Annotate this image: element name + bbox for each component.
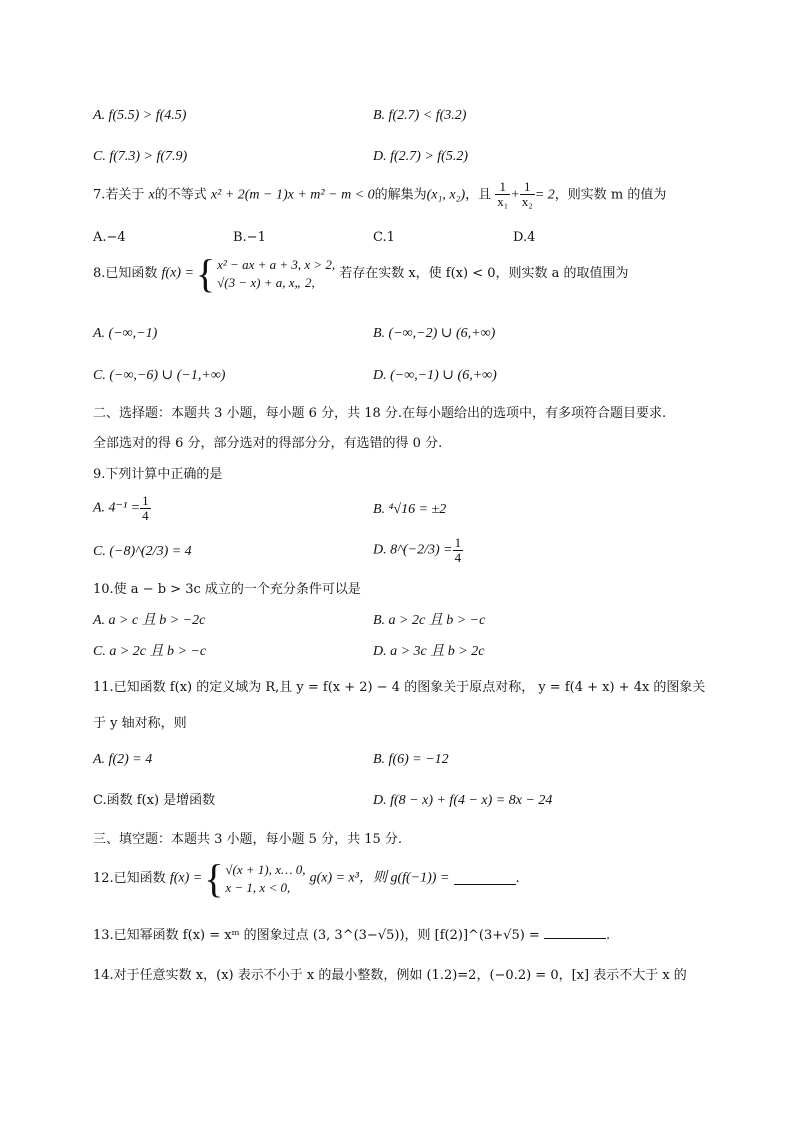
q7-frac2-den: x₂ [521,194,533,210]
q8-piece-1: x² − ax + a + 3, x > 2, [217,257,336,273]
q13-stem [93,928,610,944]
q6-option-a: A. f(5.5) > f(4.5) [93,108,187,123]
q10-option-c: C. a > 2c 且 b > −c [93,644,207,659]
q7-option-b: B.−1 [233,230,266,245]
q6-option-d: D. f(2.7) > f(5.2) [373,149,468,164]
q11-stem-line1: 11.已知函数 f(x) 的定义域为 R,且 y = f(x + 2) − 4 的图象关于原点对称， y = f(4 + x) + 4x 的图象关 [93,680,706,695]
q8-piece-2: √(3 − x) + a, x„ 2, [217,275,315,290]
q14-stem: 14.对于任意实数 x，(x) 表示不小于 x 的最小整数，例如 (1.2)=2，(−0.2) = 0，[x] 表示不大于 x 的 [93,968,687,983]
q8-text-end: 若存在实数 x，使 f(x) < 0，则实数 a 的取值围为 [339,266,629,282]
q13-period: . [605,928,611,943]
q8-fx: f(x) = [161,265,194,281]
q11-option-d: D. f(8 − x) + f(4 − x) = 8x − 24 [373,793,553,808]
q7-plus: + [510,187,520,203]
q9-option-c: C. (−8)^(2/3) = 4 [93,544,192,559]
q11-option-b: B. f(6) = −12 [373,752,449,767]
q7-var-x: x [148,187,155,203]
q12-piece-2: x − 1, x < 0, [225,880,291,895]
q9-d-den: 4 [454,550,462,566]
q7-inequality: x² + 2(m − 1)x + m² − m < 0 [210,187,375,203]
q12-fx: f(x) = [169,870,203,886]
q8-option-b: B. (−∞,−2) ∪ (6,+∞) [373,326,496,341]
q7-eq: = 2 [534,187,555,203]
q7-text-end: ，则实数 m 的值为 [554,187,667,203]
q12-piece-1: √(x + 1), x… 0, [225,862,306,878]
q9-d-fraction [453,536,464,566]
q12-pieces [225,861,305,896]
q7-stem [93,180,666,210]
q7-set: (x₁, x₂) [426,187,466,203]
q11-option-a: A. f(2) = 4 [93,752,153,767]
section2-line2: 全部选对的得 6 分，部分选对的得部分分，有选错的得 0 分. [93,436,443,451]
q8-pieces [217,256,335,291]
q9-d-num: 1 [454,535,462,550]
q6-option-c: C. f(7.3) > f(7.9) [93,149,188,164]
q10-option-a: A. a > c 且 b > −2c [93,613,206,628]
q7-text-set: 的解集为 [374,187,427,203]
q7-option-a: A.−4 [93,230,126,245]
q9-d-pre: D. 8^(−2/3) = [373,542,453,558]
section2-line1: 二、选择题：本题共 3 小题，每小题 6 分，共 18 分.在每小题给出的选项中，有多项符合题目要求. [93,406,667,421]
q9-a-pre: A. 4⁻¹ = [93,500,141,516]
q8-brace-icon: { [195,251,216,296]
q7-frac1-num: 1 [495,180,510,195]
q10-option-d: D. a > 3c 且 b > 2c [373,644,485,659]
q7-fraction-2 [520,180,535,210]
q8-option-c: C. (−∞,−6) ∪ (−1,+∞) [93,368,226,383]
q9-a-den: 4 [142,508,149,524]
q12-stem [93,856,520,901]
q12-brace-icon: { [204,856,224,901]
q9-a-num: 1 [142,493,149,508]
q13-answer-blank[interactable] [544,928,606,939]
q7-text-mid: 的不等式 [154,187,211,203]
q9-option-a [93,494,151,524]
q11-stem-line2: 于 y 轴对称，则 [93,716,187,731]
q8-option-d: D. (−∞,−1) ∪ (6,+∞) [373,368,497,383]
q7-option-c: C.1 [373,230,395,245]
q12-answer-blank[interactable] [454,874,516,885]
q7-text-and: ，且 [465,187,496,203]
q12-text-end: g(x) = x³，则 g(f(−1)) = [309,870,450,886]
q8-option-a: A. (−∞,−1) [93,326,158,341]
q12-text-pre: 12.已知函数 [93,871,170,887]
q7-fraction-1 [495,180,510,210]
q10-stem: 10.使 a − b > 3c 成立的一个充分条件可以是 [93,582,361,597]
q8-stem [93,251,629,296]
q9-option-d [373,536,463,566]
q13-text: 13.已知幂函数 f(x) = xᵐ 的图象过点 (3, 3^(3−√5))，则 [f(2)]^(3+√5) = [93,928,540,943]
q12-period: . [515,871,520,887]
q6-option-b: B. f(2.7) < f(3.2) [373,108,467,123]
q9-option-b: B. ⁴√16 = ±2 [373,502,447,517]
q7-frac2-num: 1 [520,180,535,195]
q9-a-fraction [140,494,151,524]
section3-line1: 三、填空题：本题共 3 小题，每小题 5 分，共 15 分. [93,832,403,847]
q10-option-b: B. a > 2c 且 b > −c [373,613,486,628]
q9-stem: 9.下列计算中正确的是 [93,467,223,482]
q11-option-c: C.函数 f(x) 是增函数 [93,793,216,808]
q7-text-pre: 7.若关于 [93,187,149,203]
q7-frac1-den: x₁ [497,194,509,210]
q7-option-d: D.4 [513,230,536,245]
q8-text-pre: 8.已知函数 [93,266,162,282]
